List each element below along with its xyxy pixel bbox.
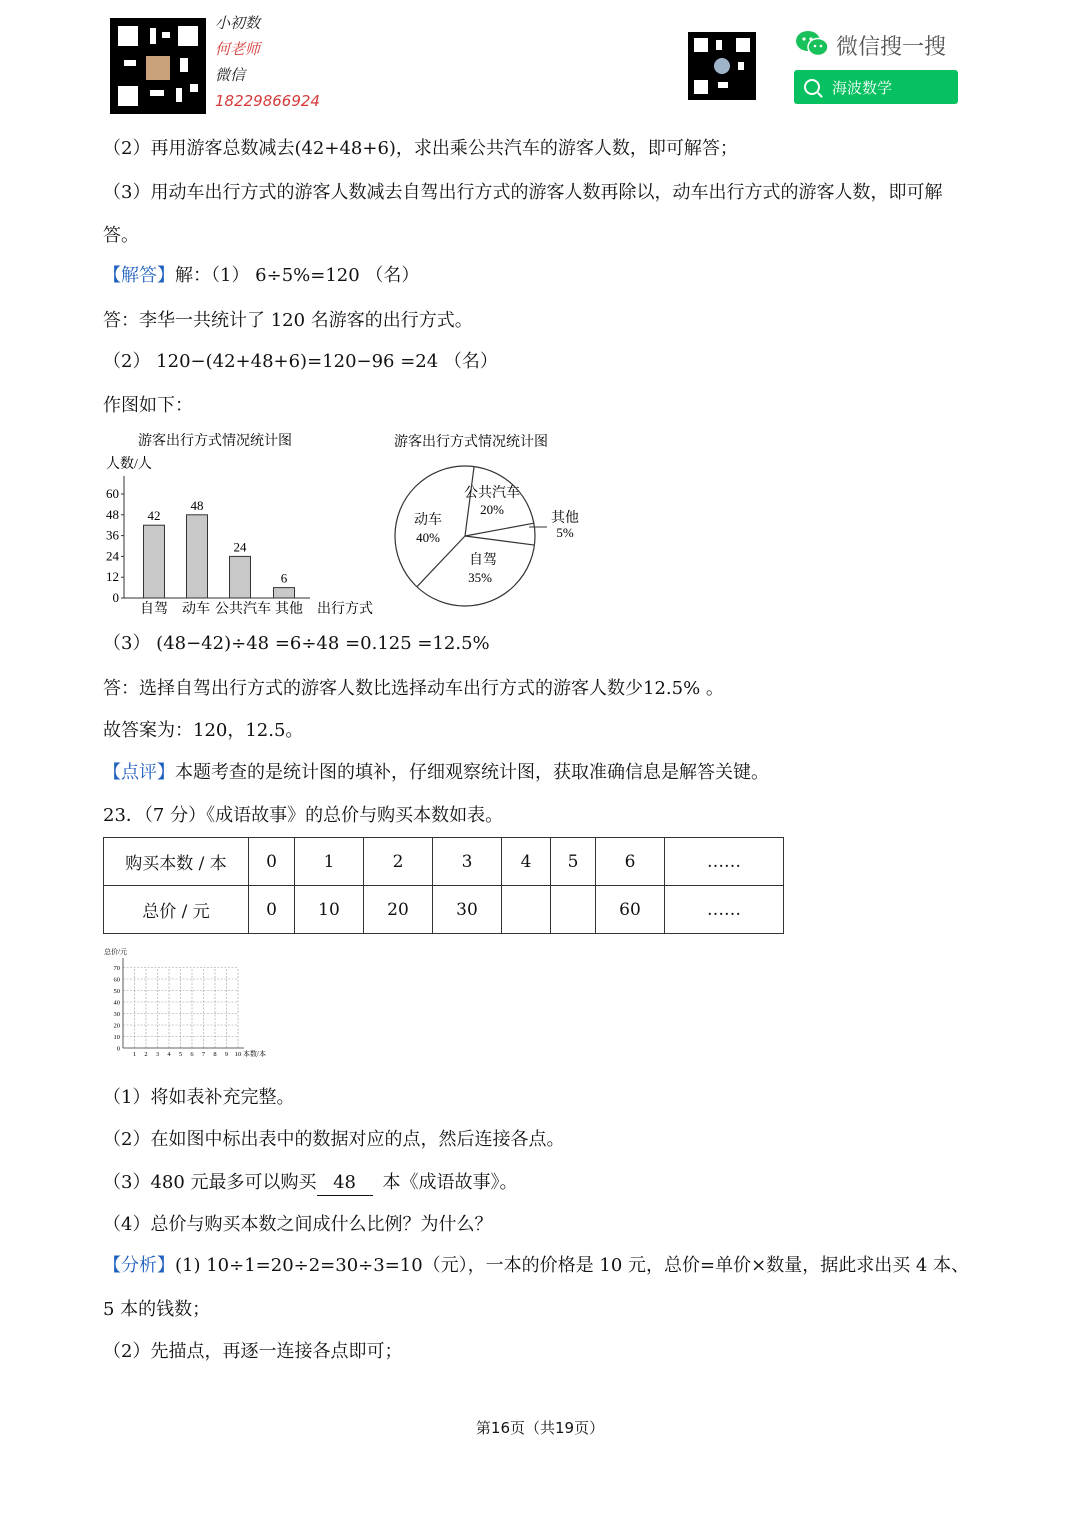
text-line: （2） 120−(42+48+6)=120−96 =24 （名） [103, 351, 498, 372]
question-title: 23．（7 分）《成语故事》的总价与购买本数如表。 [103, 805, 504, 826]
grid-chart-x-tick-label: 7 [201, 1051, 206, 1058]
bar-chart-y-tick-label: 48 [106, 506, 119, 522]
solution-text: 解：（1） 6÷5%=120 （名） [175, 265, 420, 286]
table-cell: 4 [502, 838, 551, 886]
price-table [103, 837, 784, 934]
grid-chart-x-tick-label: 10 [234, 1051, 242, 1058]
pie-chart-slice-divider [465, 467, 474, 536]
question-part: （2）在如图中标出表中的数据对应的点，然后连接各点。 [103, 1129, 565, 1150]
pie-chart-title: 游客出行方式情况统计图 [394, 435, 548, 450]
bar-chart-bar [274, 588, 295, 598]
grid-chart-x-tick-label: 5 [178, 1051, 183, 1058]
pie-chart-slice-percent: 20% [480, 502, 504, 517]
question-part: （4）总价与购买本数之间成什么比例？为什么？ [103, 1214, 493, 1235]
bar-chart-category-label: 动车 [182, 602, 210, 617]
bar-chart [100, 428, 390, 623]
table-cell: 5 [551, 838, 596, 886]
text-line: （3）用动车出行方式的游客人数减去自驾出行方式的游客人数再除以，动车出行方式的游客人数，即可解 [103, 182, 943, 203]
table-header-cell: 总价 / 元 [104, 886, 249, 934]
text-line: 答。 [103, 225, 139, 246]
table-cell: 1 [295, 838, 364, 886]
grid-chart-y-tick-label: 50 [113, 988, 120, 995]
table-cell: 0 [249, 886, 295, 934]
grid-chart-x-tick-label: 6 [190, 1051, 194, 1058]
solution-line [103, 264, 419, 288]
header-qr-code-right [688, 32, 756, 100]
pie-chart-slice-label: 公共汽车 [464, 486, 520, 501]
bar-chart-y-tick-label: 0 [112, 590, 119, 605]
pie-chart-slice-label: 自驾 [469, 553, 497, 568]
table-cell: 20 [364, 886, 433, 934]
grid-chart-y-tick-label: 0 [116, 1045, 120, 1053]
text-line: 作图如下： [103, 395, 193, 416]
pie-chart-slice-label: 其他 [551, 511, 579, 526]
header-handwritten-text [215, 10, 320, 114]
header-phone: 18229866924 [215, 92, 320, 110]
bar-chart-value-label: 24 [233, 539, 247, 555]
pie-chart-slice-label: 动车 [414, 513, 442, 528]
search-icon [804, 79, 820, 95]
table-header-cell: 购买本数 / 本 [104, 838, 249, 886]
bar-chart-y-tick-label: 12 [106, 569, 119, 585]
grid-chart-x-tick-label: 2 [144, 1051, 148, 1058]
grid-chart-ylabel: 总价/元 [104, 948, 127, 956]
grid-chart-x-tick-label: 9 [224, 1051, 229, 1058]
header-line-3: 微信 [215, 66, 246, 84]
analysis-line [103, 1254, 969, 1278]
wechat-logo-icon [795, 30, 829, 58]
bar-chart-bar [187, 515, 208, 598]
wechat-search-button[interactable] [794, 70, 958, 104]
grid-chart-x-tick-label: 1 [132, 1051, 137, 1058]
search-button-label: 海波数学 [832, 78, 893, 97]
bar-chart-value-label: 48 [190, 497, 204, 513]
table-cell: …… [665, 886, 784, 934]
table-cell: 10 [295, 886, 364, 934]
bar-chart-category-label: 其他 [275, 602, 303, 617]
wechat-search-title: 微信搜一搜 [836, 35, 947, 60]
header-line-2: 何老师 [215, 40, 261, 58]
text-line: 答：李华一共统计了 120 名游客的出行方式。 [103, 310, 473, 331]
q3-text-before: （3）480 元最多可以购买 [103, 1172, 317, 1193]
bar-chart-xlabel: 出行方式 [317, 602, 373, 617]
grid-chart-y-tick-label: 70 [113, 965, 120, 972]
table-row [104, 838, 784, 886]
text-line: （2）再用游客总数减去(42+48+6)，求出乘公共汽车的游客人数，即可解答； [103, 138, 738, 159]
bar-chart-ylabel: 人数/人 [106, 457, 152, 472]
text-line: 故答案为：120，12.5。 [103, 720, 304, 741]
grid-chart-y-tick-label: 10 [113, 1034, 120, 1041]
page-footer: 第16页（共19页） [475, 1419, 605, 1437]
grid-chart-y-tick-label: 20 [113, 1022, 120, 1030]
grid-chart [102, 944, 277, 1064]
table-cell [502, 886, 551, 934]
table-cell: 30 [433, 886, 502, 934]
pie-chart-slice-percent: 40% [416, 530, 440, 545]
comment-line [103, 761, 769, 785]
bar-chart-category-label: 公共汽车 [215, 602, 271, 617]
table-cell: 2 [364, 838, 433, 886]
pie-chart-slice-divider [465, 536, 534, 545]
pie-chart [390, 428, 620, 613]
bar-chart-value-label: 6 [280, 570, 288, 586]
text-line: （3） (48−42)÷48 =6÷48 =0.125 =12.5% [103, 633, 490, 654]
bar-chart-y-tick-label: 24 [106, 548, 119, 564]
table-cell [551, 886, 596, 934]
table-cell: 6 [596, 838, 665, 886]
grid-chart-x-tick-label: 8 [213, 1051, 217, 1058]
bar-chart-value-label: 42 [147, 508, 161, 524]
text-line: （2）先描点，再逐一连接各点即可； [103, 1341, 403, 1362]
bar-chart-y-tick-label: 60 [106, 486, 119, 501]
bar-chart-y-tick-label: 36 [106, 527, 119, 543]
table-cell: 3 [433, 838, 502, 886]
grid-chart-x-tick-label: 4 [167, 1051, 171, 1058]
text-line: 5 本的钱数； [103, 1299, 211, 1320]
q3-text-after: 本《成语故事》。 [382, 1172, 518, 1193]
grid-chart-xlabel: 本数/本 [243, 1050, 266, 1058]
analysis-text: (1) 10÷1=20÷2=30÷3=10（元），一本的价格是 10 元，总价=单价×数量，据此求出买 4 本、 [175, 1255, 970, 1276]
bar-chart-bar [230, 556, 251, 598]
pie-chart-slice-percent: 5% [556, 525, 574, 540]
table-cell: 0 [249, 838, 295, 886]
grid-chart-y-tick-label: 40 [113, 999, 120, 1007]
bar-chart-category-label: 自驾 [140, 602, 168, 617]
grid-chart-y-tick-label: 30 [113, 1011, 120, 1018]
pie-chart-slice-divider [465, 523, 534, 536]
comment-text: 本题考查的是统计图的填补，仔细观察统计图，获取准确信息是解答关键。 [175, 762, 769, 783]
section-tag-analysis: 【分析】 [103, 1255, 175, 1276]
grid-chart-x-tick-label: 3 [155, 1051, 160, 1058]
bar-chart-title: 游客出行方式情况统计图 [138, 434, 292, 449]
q3-answer-blank: 48 [317, 1171, 373, 1196]
table-cell: …… [665, 838, 784, 886]
grid-chart-y-tick-label: 60 [113, 976, 120, 984]
bar-chart-bar [144, 525, 165, 598]
header-qr-code-left [110, 18, 206, 114]
pie-chart-slice-percent: 35% [468, 570, 492, 585]
table-row [104, 886, 784, 934]
section-tag-comment: 【点评】 [103, 762, 175, 783]
section-tag-solution: 【解答】 [103, 265, 175, 286]
question-part-3 [103, 1171, 518, 1196]
question-part: （1）将如表补充完整。 [103, 1087, 295, 1108]
text-line: 答：选择自驾出行方式的游客人数比选择动车出行方式的游客人数少12.5% 。 [103, 678, 724, 699]
header-line-1: 小初数 [215, 14, 261, 32]
table-cell: 60 [596, 886, 665, 934]
